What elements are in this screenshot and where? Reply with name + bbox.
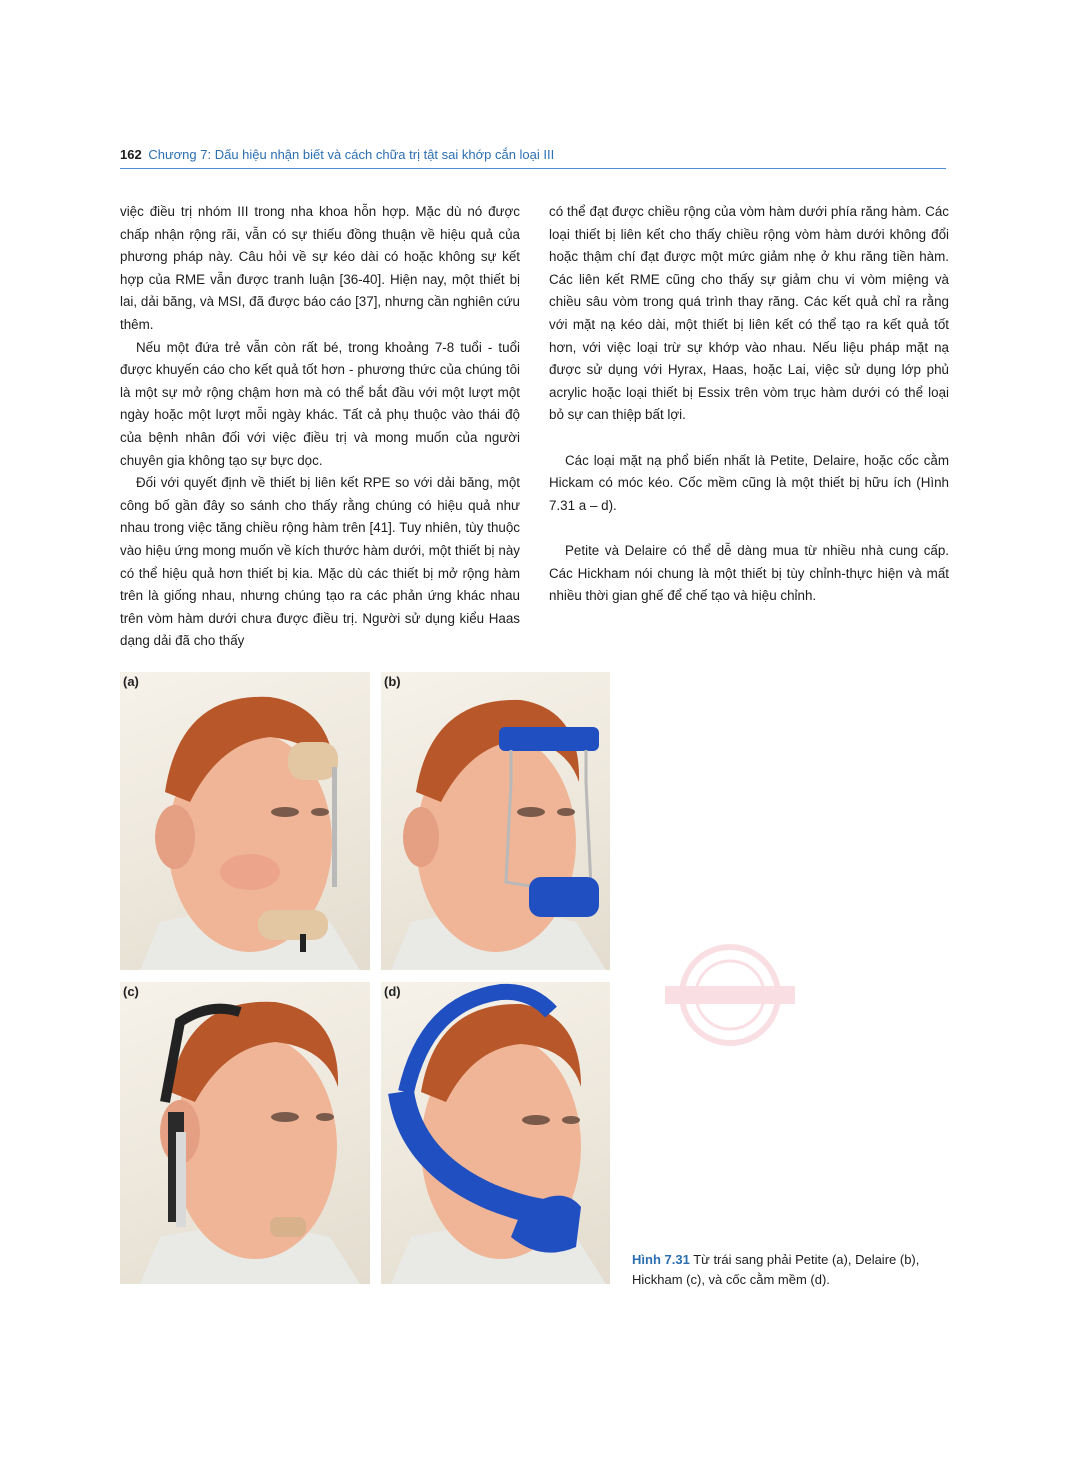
left-column xyxy=(120,201,520,653)
figure-caption xyxy=(632,1250,932,1290)
figure-label: Hình 7.31 xyxy=(632,1252,690,1267)
paragraph: có thể đạt được chiều rộng của vòm hàm dưới phía răng hàm. Các loại thiết bị liên kết cho thấy chiều rộng vòm hàm dưới không đổi hoặc thậm chí đạt được một mức giảm nhẹ ở khu răng tiền hàm. Các liên kết RME cũng cho thấy sự giảm chu vi vòm miệng và chiều sâu vòm trong quá trình thay răng. Các kết quả chỉ ra rằng với mặt nạ kéo dài, một thiết bị liên kết có thể tạo ra kết quả tốt hơn, với việc loại trừ sự khớp vào nhau. Nếu liệu pháp mặt nạ được sử dụng với Hyrax, Haas, hoặc Lai, việc sử dụng lớp phủ acrylic hoặc loại thiết bị Essix trên vòm trục hàm dưới có thể loại bỏ sự can thiệp bất lợi. xyxy=(549,204,949,423)
header-rule xyxy=(120,168,946,169)
paragraph: việc điều trị nhóm III trong nha khoa hỗn hợp. Mặc dù nó được chấp nhận rộng rãi, vẫn có sự thiếu đồng thuận về hiệu quả của phương pháp này. Câu hỏi về sự kéo dài có hoặc không sự kết hợp của RME vẫn được tranh luận [36-40]. Hiện nay, một thiết bị lai, dải băng, và MSI, đã được báo cáo [37], nhưng cần nghiên cứu thêm. xyxy=(120,204,520,332)
panel-label: (c) xyxy=(123,984,139,999)
figure-caption-text: Từ trái sang phải Petite (a), Delaire (b), Hickham (c), và cốc cằm mềm (d). xyxy=(632,1252,920,1287)
panel-label: (b) xyxy=(384,674,401,689)
figure-panel-c xyxy=(120,982,370,1284)
panel-label: (a) xyxy=(123,674,139,689)
paragraph: Nếu một đứa trẻ vẫn còn rất bé, trong khoảng 7-8 tuổi - tuổi được khuyến cáo cho kết quả tốt hơn - phương thức của chúng tôi là một sự mở rộng chậm hơn mà có thể bắt đầu với một lượt một ngày hoặc một lượt mỗi ngày khác. Tất cả phụ thuộc vào thái độ của bệnh nhân đối với việc điều trị và mong muốn của người chuyên gia không tạo sự bực dọc. xyxy=(120,339,520,468)
watermark-stamp xyxy=(655,940,805,1050)
panel-label: (d) xyxy=(384,984,401,999)
figure-panel-d xyxy=(381,982,610,1284)
paragraph: Các loại mặt nạ phổ biến nhất là Petite, Delaire, hoặc cốc cằm Hickam có móc kéo. Cốc mềm cũng là một thiết bị hữu ích (Hình 7.31 a – d). xyxy=(549,452,949,513)
photo-petite-facemask xyxy=(120,672,370,970)
page-number: 162 xyxy=(120,147,142,162)
figure-panel-a xyxy=(120,672,370,970)
paragraph: Petite và Delaire có thể dễ dàng mua từ nhiều nhà cung cấp. Các Hickham nói chung là một thiết bị tùy chỉnh-thực hiện và mất nhiều thời gian ghế để chế tạo và hiệu chỉnh. xyxy=(549,542,949,604)
paragraph: Đối với quyết định về thiết bị liên kết RPE so với dải băng, một công bố gần đây so sánh cho thấy rằng chúng có hiệu quả như nhau trong việc tăng chiều rộng hàm trên [41]. Tuy nhiên, tùy thuộc vào hiệu ứng mong muốn về kích thước hàm dưới, một thiết bị này có thể hiệu quả hơn thiết bị kia. Mặc dù các thiết bị mở rộng hàm trên là giống nhau, nhưng chúng tạo ra các phản ứng khác nhau trên vòm hàm dưới chưa được điều trị. Người sử dụng kiểu Haas dạng dải đã cho thấy xyxy=(120,475,520,649)
photo-hickham-chincup xyxy=(120,982,370,1284)
figure-panel-b xyxy=(381,672,610,970)
right-column xyxy=(549,201,949,608)
photo-soft-chincup xyxy=(381,982,610,1284)
chapter-title: Chương 7: Dấu hiệu nhận biết và cách chữa trị tật sai khớp cắn loại III xyxy=(148,147,555,162)
running-header xyxy=(120,146,946,164)
photo-delaire-facemask xyxy=(381,672,610,970)
